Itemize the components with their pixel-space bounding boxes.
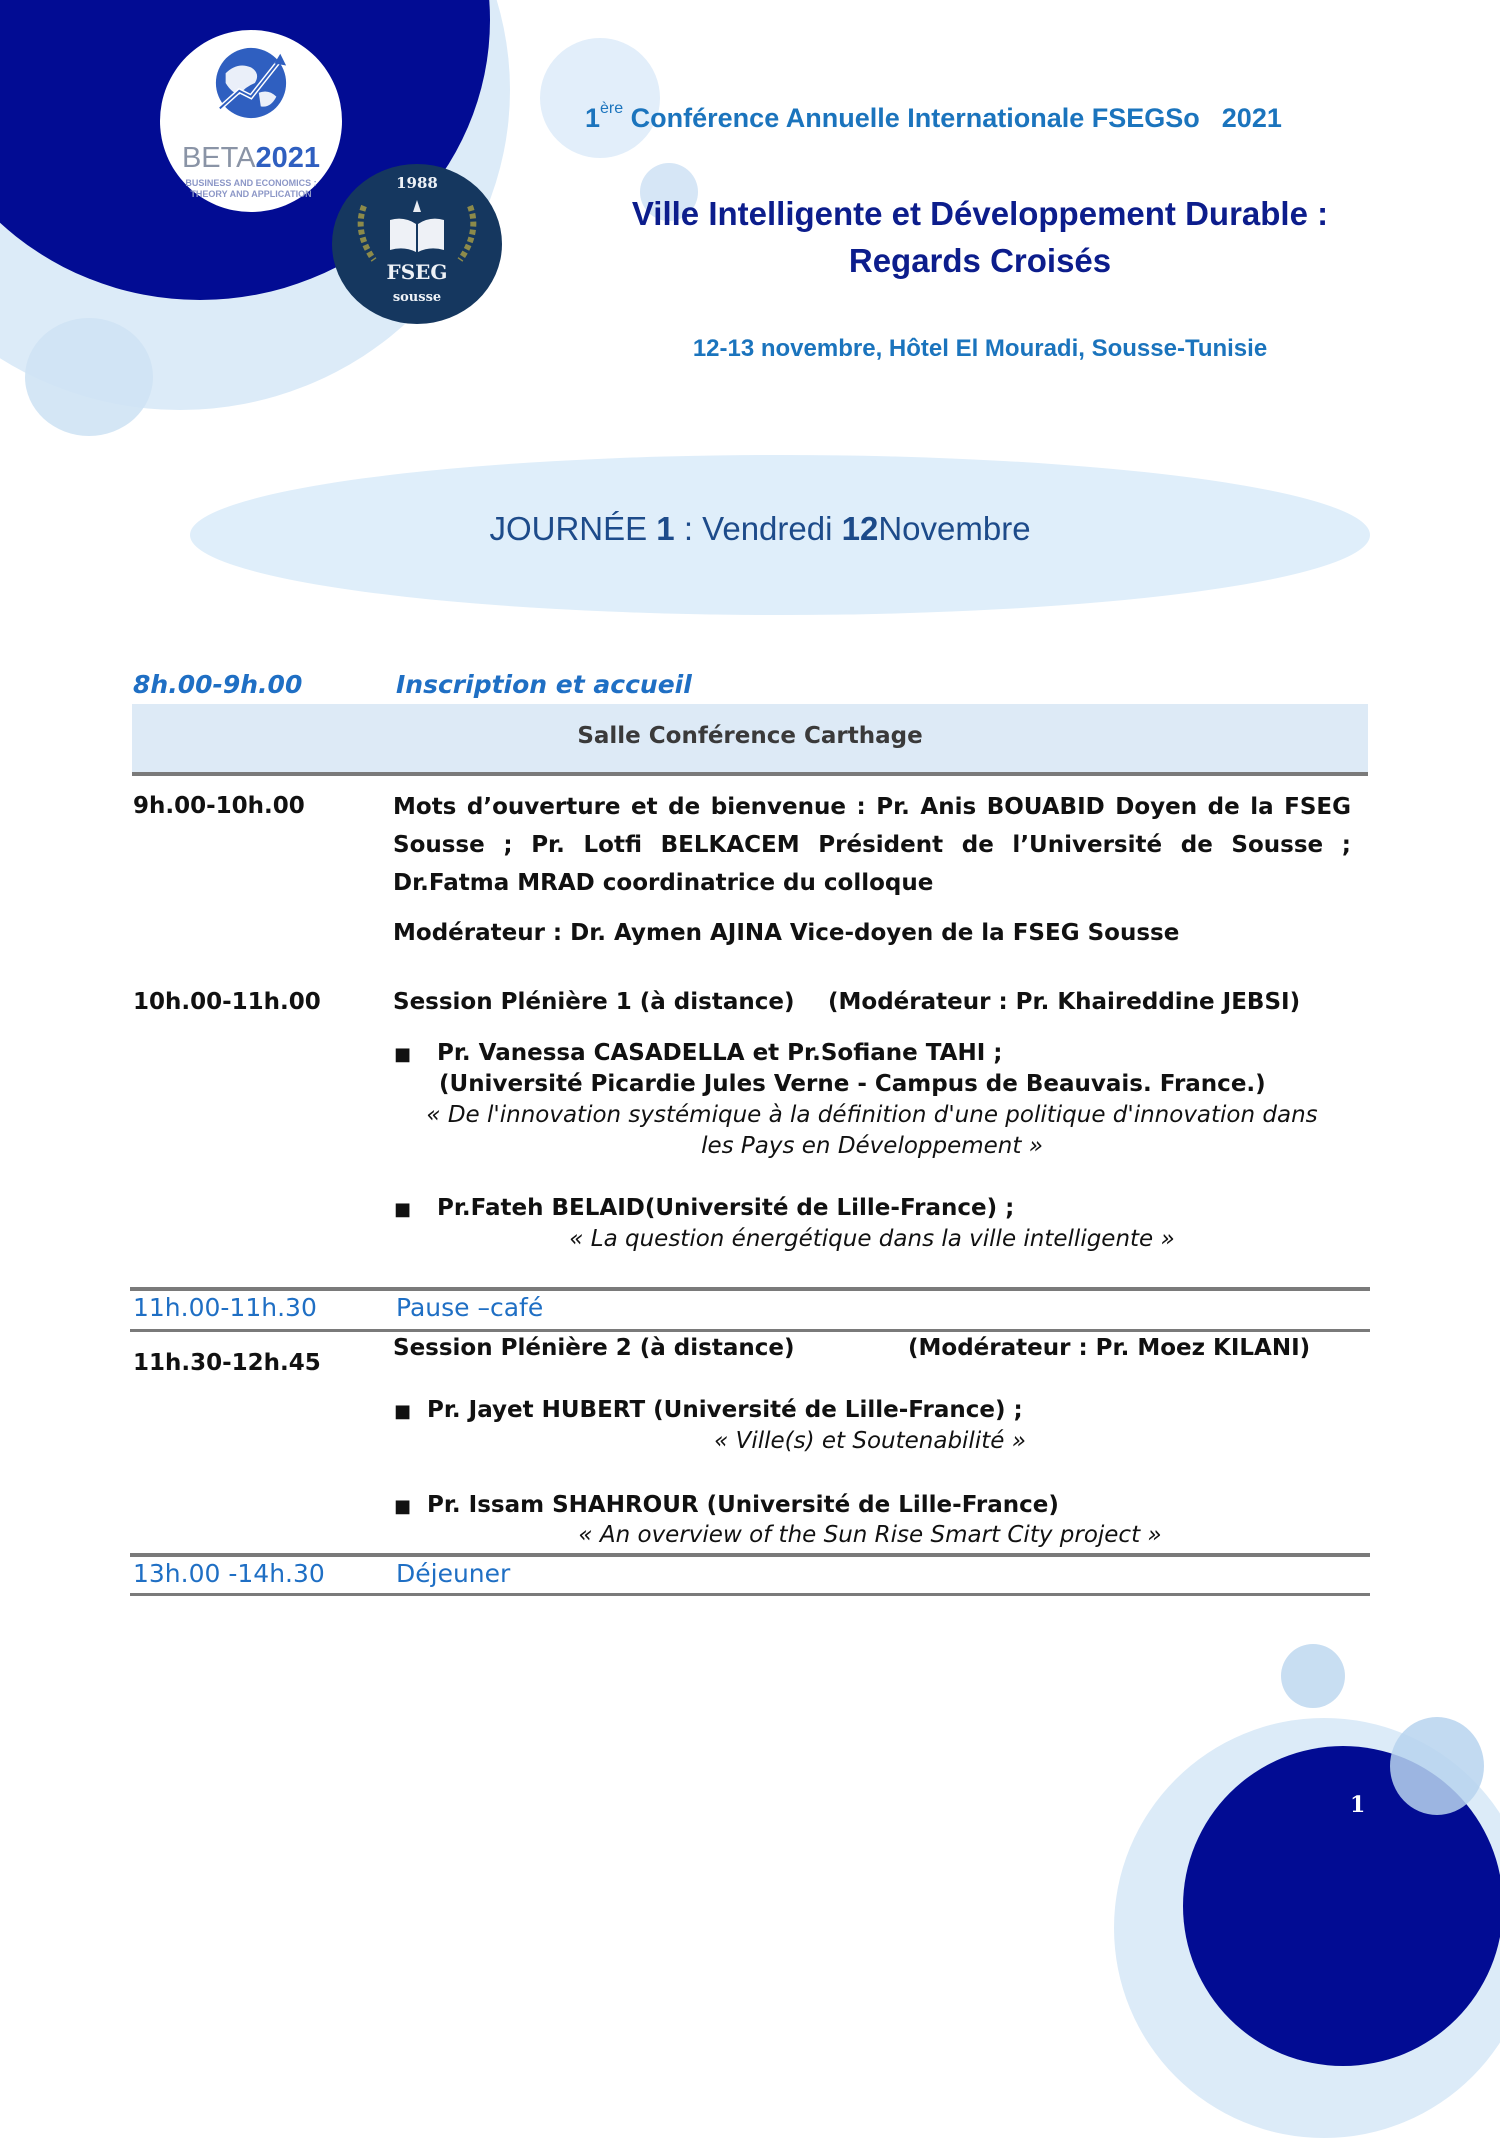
bullet-icon: ■ — [394, 1199, 412, 1220]
plenary2-moderator: (Modérateur : Pr. Moez KILANI) — [908, 1335, 1311, 1361]
coffee-time: 11h.00-11h.30 — [133, 1293, 317, 1322]
fseg-name: FSEG — [386, 260, 448, 284]
talk-title: « An overview of the Sun Rise Smart City project » — [578, 1522, 1162, 1548]
decor-circle-small-5 — [1390, 1717, 1484, 1815]
talk-affiliation: (Université Picardie Jules Verne - Campus de Beauvais. France.) — [439, 1071, 1266, 1097]
opening-text: Mots d’ouverture et de bienvenue : Pr. Anis BOUABID Doyen de la FSEG Sousse ; Pr. Lotfi BELKACEM Président de l’Université de Sousse ; Dr.Fatma MRAD coordinatrice du colloque — [393, 794, 1351, 896]
beta2021-logo — [160, 30, 342, 212]
day-title: JOURNÉE 1 : Vendredi 12Novembre — [489, 510, 1031, 547]
conference-title: 1ère Conférence Annuelle Internationale FSEGSo 2021 — [585, 100, 1282, 133]
dates-location: 12-13 novembre, Hôtel El Mouradi, Sousse-Tunisie — [692, 335, 1268, 362]
bullet-icon: ■ — [394, 1044, 412, 1065]
decor-circle-small-1 — [540, 38, 660, 158]
bullet-icon: ■ — [394, 1401, 412, 1422]
divider — [130, 1329, 1370, 1332]
bullet-icon: ■ — [394, 1496, 412, 1517]
divider — [130, 1287, 1370, 1291]
plenary1-time: 10h.00-11h.00 — [133, 989, 321, 1015]
talk-speaker: Pr. Jayet HUBERT (Université de Lille-France) ; — [427, 1397, 1023, 1423]
talk-speaker: Pr. Issam SHAHROUR (Université de Lille-France) — [427, 1492, 1059, 1518]
decor-circle-small-3 — [25, 318, 153, 436]
talk-speaker: Pr. Vanessa CASADELLA et Pr.Sofiane TAHI ; — [437, 1040, 1003, 1066]
divider — [130, 1593, 1370, 1596]
talk-title-cont: les Pays en Développement » — [701, 1133, 1043, 1159]
registration-time: 8h.00-9h.00 — [133, 670, 303, 699]
fseg-sousse-logo — [332, 164, 502, 324]
page-number: 1 — [1350, 1792, 1366, 1818]
laurel-book-icon — [352, 196, 482, 266]
plenary2-time: 11h.30-12h.45 — [133, 1350, 321, 1376]
registration-label: Inscription et accueil — [396, 670, 692, 699]
talk-speaker: Pr.Fateh BELAID(Université de Lille-France) ; — [437, 1195, 1015, 1221]
divider — [130, 1553, 1370, 1557]
opening-time: 9h.00-10h.00 — [133, 793, 305, 819]
decor-circle-small-4 — [1281, 1644, 1345, 1708]
main-title: Ville Intelligente et Développement Durable : Regards Croisés — [631, 195, 1329, 279]
plenary1-title: Session Plénière 1 (à distance) — [393, 989, 795, 1015]
room-banner: Salle Conférence Carthage — [132, 704, 1368, 776]
talk-title: « De l'innovation systémique à la définition d'une politique d'innovation dans — [426, 1102, 1318, 1128]
fseg-city: sousse — [392, 290, 442, 305]
lunch-time: 13h.00 -14h.30 — [133, 1559, 325, 1588]
globe-icon — [212, 44, 290, 122]
fseg-year: 1988 — [396, 174, 438, 192]
lunch-label: Déjeuner — [396, 1559, 511, 1588]
opening-moderator: Modérateur : Dr. Aymen AJINA Vice-doyen de la FSEG Sousse — [393, 920, 1180, 946]
plenary1-moderator: (Modérateur : Pr. Khaireddine JEBSI) — [828, 989, 1301, 1015]
beta-logo-text: BETA2021 — [181, 142, 321, 174]
talk-title: « La question énergétique dans la ville intelligente » — [569, 1226, 1175, 1252]
plenary2-title: Session Plénière 2 (à distance) — [393, 1335, 795, 1361]
talk-title: « Ville(s) et Soutenabilité » — [714, 1428, 1026, 1454]
beta-logo-subtitle: BUSINESS AND ECONOMICS : THEORY AND APPLICATION — [185, 178, 317, 199]
coffee-label: Pause –café — [396, 1293, 544, 1322]
